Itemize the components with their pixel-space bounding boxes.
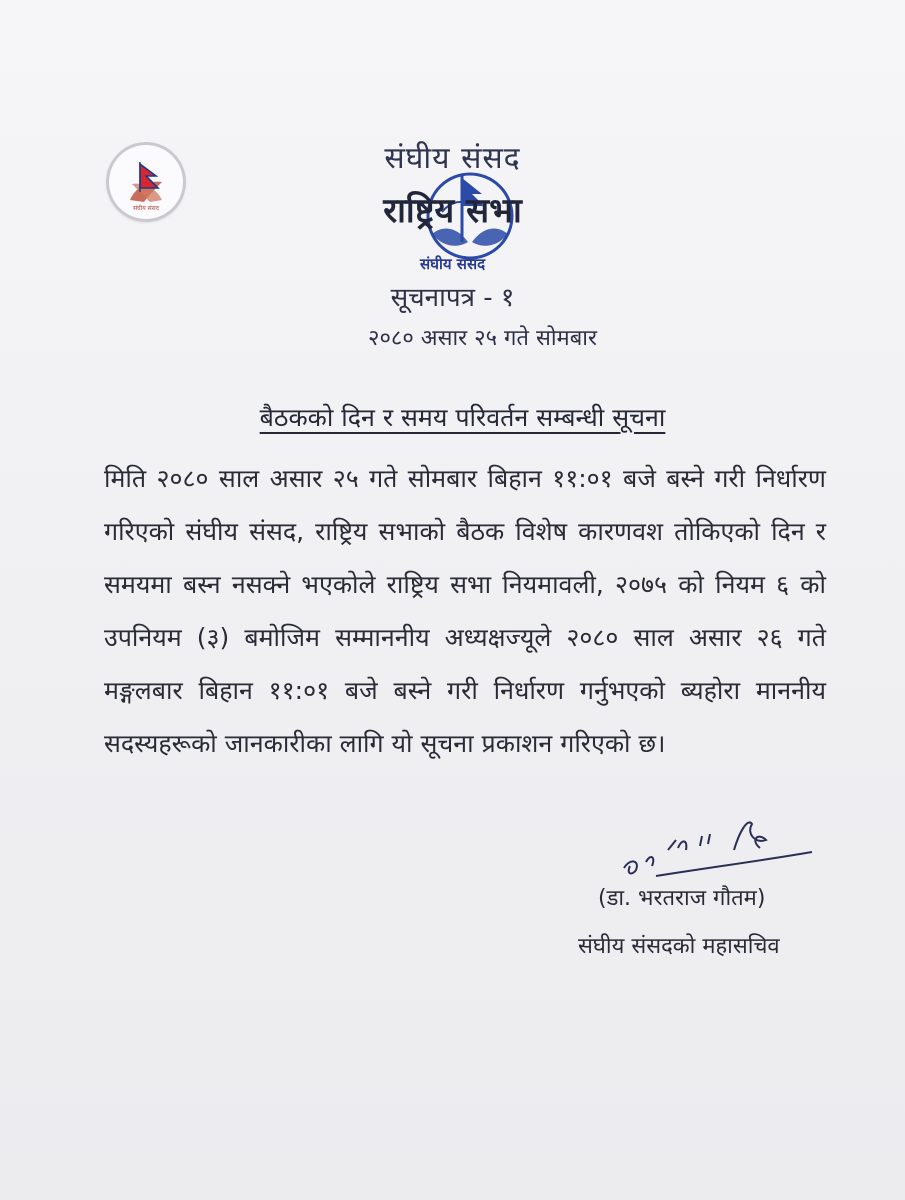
signer-title: संघीय संसदको महासचिव (578, 934, 780, 959)
notice-number: सूचनापत्र - १ (390, 283, 515, 313)
handwritten-signature (616, 810, 816, 890)
svg-text:संघीय संसद: संघीय संसद (133, 205, 159, 212)
emblem-caption: संघीय संसद (420, 255, 486, 273)
notice-date: २०८० असार २५ गते सोमबार (368, 326, 597, 351)
notice-subject-text: बैठकको दिन र समय परिवर्तन सम्बन्धी सूचना (259, 403, 666, 432)
notice-body: मिति २०८० साल असार २५ गते सोमबार बिहान ११:०१ बजे बस्ने गरी निर्धारण गरिएको संघीय संसद, राष्ट्रिय सभाको बैठक विशेष कारणवश तोकिएको दिन र समयमा बस्न नसक्ने भएकोले राष्ट्रिय सभा नियमावली, २०७५ को नियम ६ को उपनियम (३) बमोजिम सम्माननीय अध्यक्षज्यूले २०८० साल असार २६ गते मङ्गलबार बिहान ११:०१ बजे बस्ने गरी निर्धारण गर्नुभएको ब्यहोरा माननीय सदस्यहरूको जानकारीका लागि यो सूचना प्रकाशन गरिएको छ। (104, 464, 826, 758)
header-title-national-assembly: राष्ट्रिय सभा (383, 191, 522, 231)
signer-name: (डा. भरतराज गौतम) (598, 886, 766, 911)
notice-subject (0, 400, 905, 434)
header-title-federal-parliament: संघीय संसद (384, 141, 521, 176)
